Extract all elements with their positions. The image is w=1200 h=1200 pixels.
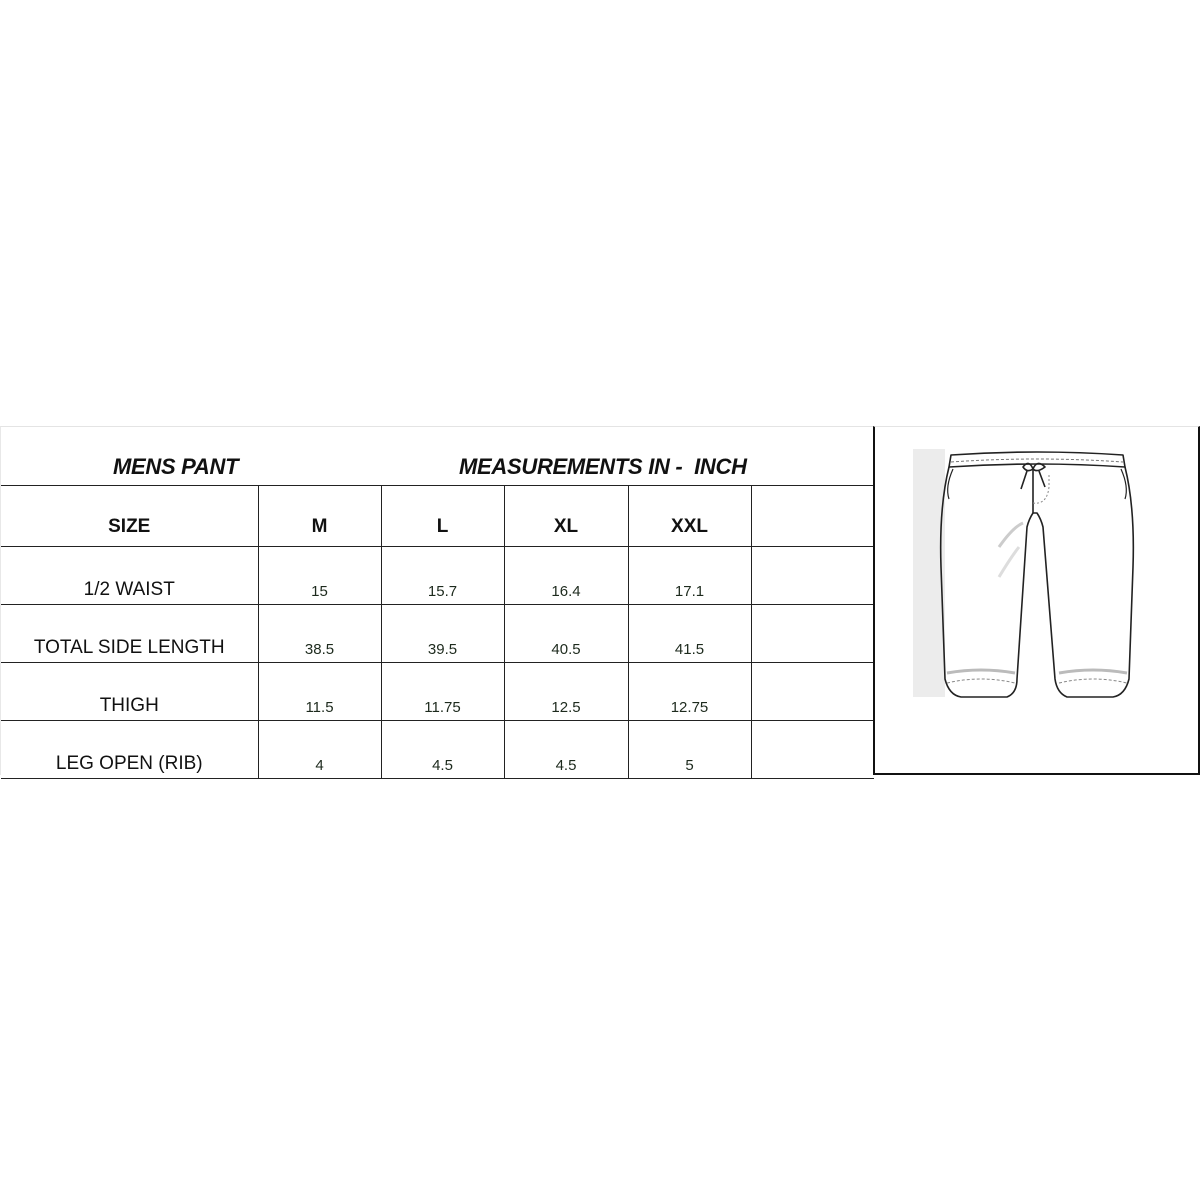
row-label-text: 1/2 WAIST [83, 579, 175, 600]
row-label [1, 605, 258, 663]
table-cell [628, 721, 751, 779]
cell-value: 4 [315, 757, 324, 774]
cell-value: 4.5 [555, 757, 577, 774]
pants-illustration-panel [873, 426, 1200, 775]
table-cell [504, 721, 628, 779]
size-column-empty [751, 485, 874, 547]
cell-value: 15.7 [427, 583, 458, 600]
size-column-xl [504, 485, 628, 547]
size-xxl: XXL [671, 516, 708, 537]
table-cell [751, 605, 874, 663]
table-row [1, 721, 874, 779]
row-label-text: THIGH [99, 695, 159, 716]
cell-value: 15 [311, 583, 328, 600]
table-cell [628, 605, 751, 663]
row-label-text: LEG OPEN (RIB) [55, 753, 203, 774]
cell-value: 5 [685, 757, 694, 774]
size-header-label [1, 485, 258, 547]
table-cell [381, 721, 504, 779]
table-cell [381, 605, 504, 663]
table-cell [381, 547, 504, 605]
size-column-xxl [628, 485, 751, 547]
size-chart-sheet [0, 426, 1200, 775]
size-l: L [436, 516, 449, 537]
cell-value: 12.75 [670, 699, 709, 716]
cell-value: 11.5 [305, 699, 334, 716]
row-label-text: TOTAL SIDE LENGTH [33, 637, 225, 658]
size-m: M [311, 516, 328, 537]
table-cell [258, 605, 381, 663]
pants-sketch-icon [937, 447, 1137, 707]
table-cell [751, 721, 874, 779]
table-row [1, 605, 874, 663]
row-label [1, 547, 258, 605]
table-cell [751, 547, 874, 605]
table-cell [628, 547, 751, 605]
cell-value: 12.5 [551, 699, 581, 716]
table-row [1, 663, 874, 721]
size-chart-table [0, 426, 874, 775]
table-cell [628, 663, 751, 721]
table-cell [258, 663, 381, 721]
size-label-text: SIZE [108, 516, 151, 537]
size-header-row [1, 485, 874, 547]
cell-value: 11.75 [424, 699, 461, 716]
title-row [1, 427, 874, 486]
table-cell [504, 605, 628, 663]
cell-value: 17.1 [674, 583, 705, 600]
cell-value: 4.5 [432, 757, 453, 774]
table-cell [258, 721, 381, 779]
table-cell [504, 547, 628, 605]
product-title: MENS PANT [113, 454, 239, 479]
table-cell [504, 663, 628, 721]
size-column-l [381, 485, 504, 547]
measurement-grid [1, 485, 874, 779]
cell-value: 38.5 [304, 641, 335, 658]
cell-value: 40.5 [551, 641, 581, 658]
measurement-unit-title: MEASUREMENTS IN - INCH [459, 454, 747, 479]
row-label [1, 663, 258, 721]
size-column-m [258, 485, 381, 547]
cell-value: 16.4 [551, 583, 581, 600]
size-xl: XL [553, 516, 579, 537]
table-cell [381, 663, 504, 721]
row-label [1, 721, 258, 779]
cell-value: 41.5 [674, 641, 705, 658]
table-cell [751, 663, 874, 721]
table-row [1, 547, 874, 605]
table-cell [258, 547, 381, 605]
cell-value: 39.5 [427, 641, 458, 658]
